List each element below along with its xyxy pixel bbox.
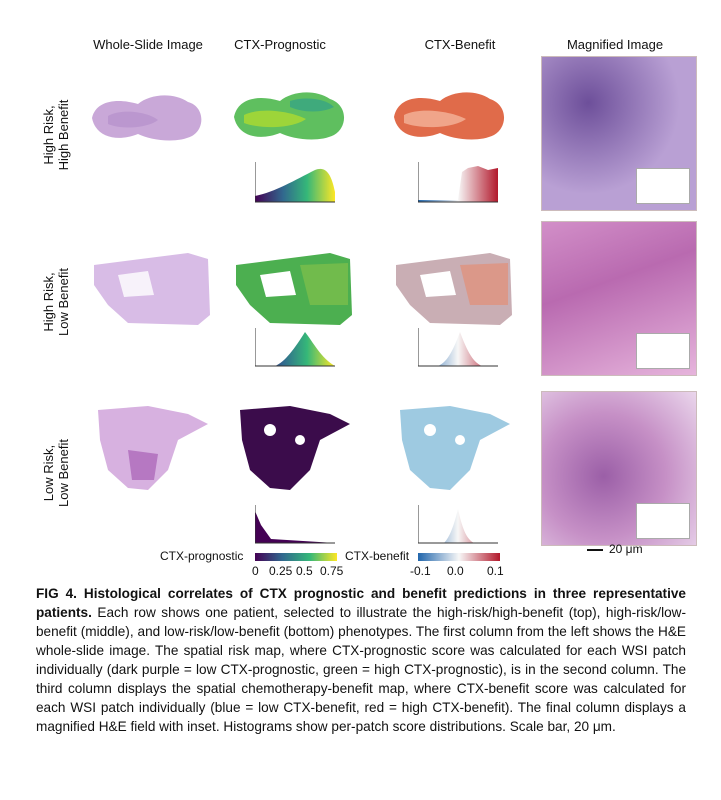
caption-title: FIG 4. Histological correlates of CTX prognostic and benefit predictions in three representative patients. — [36, 586, 686, 620]
prognostic-colorbar — [255, 553, 337, 561]
wsi-row1 — [88, 88, 208, 148]
benefit-colorbar — [418, 553, 500, 561]
magnified-image-row3 — [541, 391, 697, 546]
prognostic-histogram-row2 — [255, 328, 335, 368]
wsi-row3 — [88, 400, 218, 495]
benefit-tick: 0.0 — [447, 564, 464, 578]
magnified-inset-row3 — [636, 503, 690, 539]
caption-body: Each row shows one patient, selected to illustrate the high-risk/high-benefit (top), high-risk/low-benefit (middle), and low-risk/low-benefit (bottom) phenotypes. The first column from the left shows the H&E whole-slide image. The spatial risk map, where CTX-prognostic score was calculated for each WSI patch individually (dark purple = low CTX-prognostic, green = high CTX-prognostic), is in the second column. The third column displays the spatial chemotherapy-benefit map, where CTX-benefit score was calculated for each WSI patch individually (blue = low CTX-benefit, red = high CTX-benefit). The final column displays a magnified H&E field with inset. Histograms show per-patch score distributions. Scale bar, 20 μm. — [36, 605, 686, 734]
column-header-wsi: Whole-Slide Image — [93, 37, 203, 52]
benefit-map-row2 — [390, 245, 520, 330]
row-label-3: Low Risk, Low Benefit — [41, 439, 71, 507]
prognostic-colorbar-label: CTX-prognostic — [160, 549, 244, 563]
magnified-inset-row2 — [636, 333, 690, 369]
benefit-map-row3 — [390, 400, 520, 495]
prognostic-map-row1 — [230, 85, 350, 147]
benefit-map-row1 — [390, 85, 510, 147]
prognostic-map-row3 — [230, 400, 360, 495]
scale-bar-label: 20 μm — [609, 542, 643, 556]
benefit-histogram-row1 — [418, 162, 498, 204]
magnified-inset-row1 — [636, 168, 690, 204]
prognostic-map-row2 — [230, 245, 360, 330]
prognostic-histogram-row1 — [255, 162, 335, 204]
prognostic-tick: 0.75 — [320, 564, 344, 578]
row-label-1: High Risk, High Benefit — [41, 99, 71, 171]
benefit-tick: 0.1 — [487, 564, 504, 578]
prognostic-histogram-row3 — [255, 505, 335, 545]
magnified-image-row1 — [541, 56, 697, 211]
column-header-prognostic: CTX-Prognostic — [234, 37, 326, 52]
wsi-row2 — [88, 245, 218, 330]
column-header-benefit: CTX-Benefit — [424, 37, 496, 52]
figure-caption — [36, 584, 686, 736]
prognostic-tick: 0 — [252, 564, 259, 578]
prognostic-tick: 0.25 — [269, 564, 293, 578]
column-header-magnified: Magnified Image — [566, 37, 664, 52]
magnified-image-row2 — [541, 221, 697, 376]
benefit-histogram-row2 — [418, 328, 498, 368]
benefit-histogram-row3 — [418, 505, 498, 545]
prognostic-tick: 0.5 — [296, 564, 313, 578]
benefit-tick: -0.1 — [410, 564, 431, 578]
benefit-colorbar-label: CTX-benefit — [345, 549, 410, 563]
scale-bar — [587, 549, 603, 551]
row-label-2: High Risk, Low Benefit — [41, 268, 71, 336]
